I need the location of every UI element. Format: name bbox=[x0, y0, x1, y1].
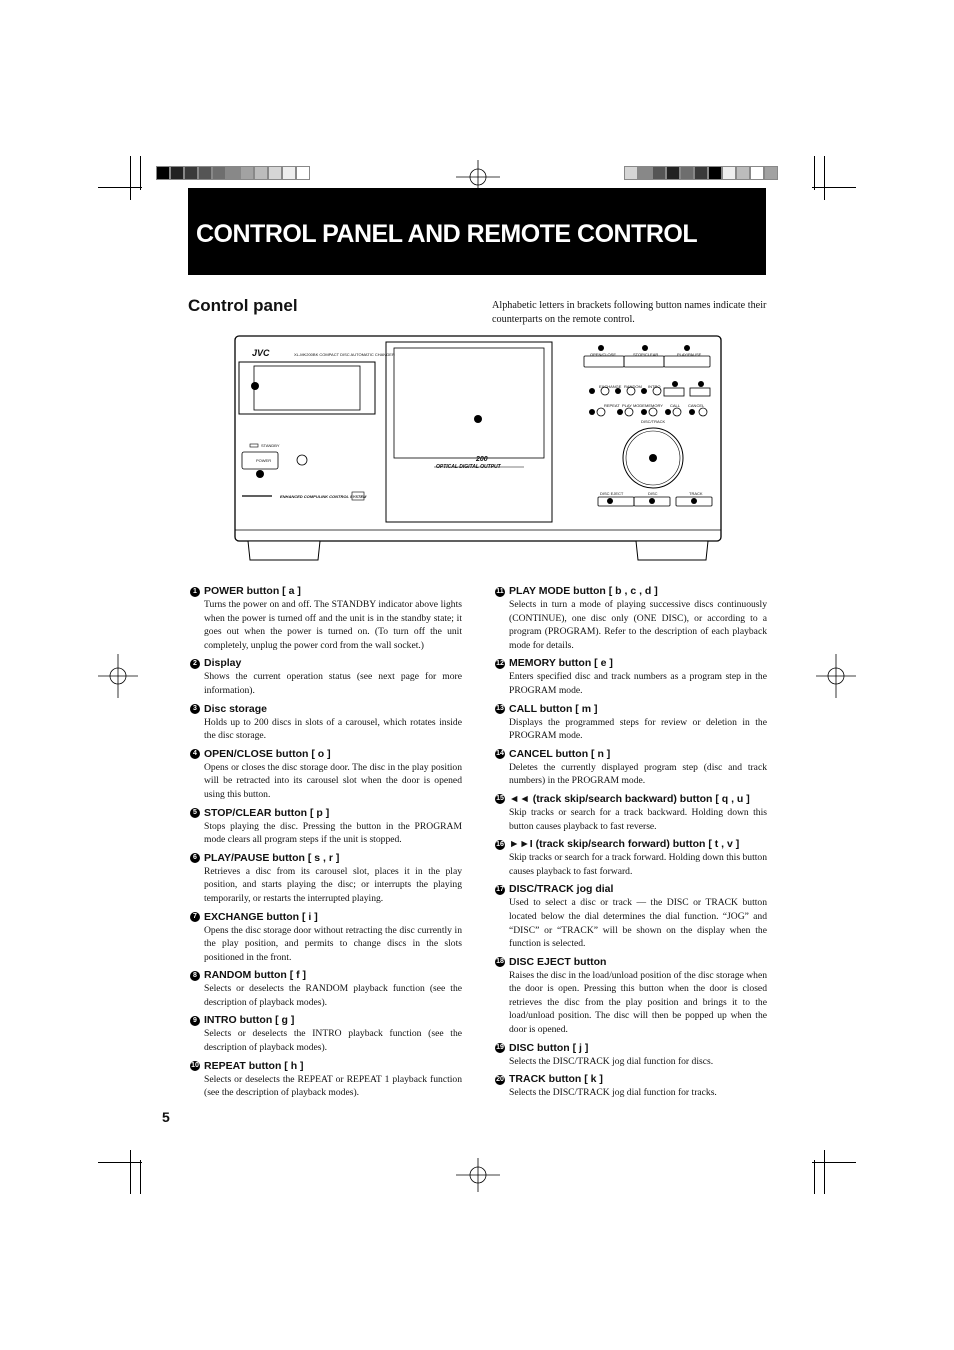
item-number: 20 bbox=[496, 1075, 504, 1083]
item-title: DISC/TRACK jog dial bbox=[509, 883, 614, 896]
control-panel-illustration bbox=[230, 334, 726, 570]
compulink-label: ENHANCED COMPULINK CONTROL SYSTEM bbox=[280, 494, 367, 499]
item-14 bbox=[495, 748, 767, 788]
item-number: 11 bbox=[496, 587, 504, 595]
item-number: 10 bbox=[191, 1062, 199, 1070]
item-4 bbox=[190, 748, 462, 802]
item-text: Skip tracks or search for a track forward. Holding down this button causes playback to fast forward. bbox=[509, 852, 767, 877]
right-descriptions bbox=[495, 585, 767, 1105]
item-text: Selects in turn a mode of playing successive discs continuously (CONTINUE), one disc only (ONE DISC), or according to a program (PROGRAM). Refer to the description of each playback mode for details. bbox=[509, 599, 767, 651]
item-6 bbox=[190, 852, 462, 906]
item-title: Disc storage bbox=[204, 702, 268, 715]
disc-eject-label: DISC EJECT bbox=[600, 491, 624, 496]
item-text: Opens or closes the disc storage door. The disc in the play position will be retracted into its carousel slot when the door is opened using this button. bbox=[204, 761, 462, 800]
standby-label: STANDBY bbox=[261, 443, 280, 448]
item-title: INTRO button [ g ] bbox=[204, 1014, 295, 1027]
device-brand: JVC bbox=[252, 348, 270, 358]
item-title: CALL button [ m ] bbox=[509, 702, 598, 715]
item-text: Turns the power on and off. The STANDBY indicator above lights when the power is turned off and the unit is in the standby state; it goes out when the power is turned on. (To turn off the unit completely, unplug the power cord from the wall socket.) bbox=[204, 599, 462, 651]
memory-label: MEMORY bbox=[645, 403, 663, 408]
intro-text: Alphabetic letters in brackets following button names indicate their counterparts on the remote control. bbox=[492, 300, 767, 325]
item-13 bbox=[495, 703, 767, 743]
item-title: CANCEL button [ n ] bbox=[509, 747, 611, 760]
item-number: 9 bbox=[190, 1016, 200, 1026]
item-number: 16 bbox=[496, 840, 504, 848]
device-model: XL-MK200BK COMPACT DISC AUTOMATIC CHANGER bbox=[294, 352, 395, 357]
item-text: Holds up to 200 discs in slots of a carousel, which rotates inside the disc storage. bbox=[204, 716, 462, 742]
item-10 bbox=[190, 1060, 462, 1100]
item-number: 1 bbox=[190, 587, 200, 597]
capacity-logo: 200 bbox=[476, 456, 488, 463]
intro-label: INTRO bbox=[648, 384, 661, 389]
item-number: 6 bbox=[190, 853, 200, 863]
item-1 bbox=[190, 585, 462, 652]
item-text: Displays the programmed steps for review or deletion in the PROGRAM mode. bbox=[509, 716, 767, 742]
item-text: Raises the disc in the load/unload position of the disc storage when the door is open. Pressing this button when the door is closed retrieves the disc from the play position and brings it to the load/unload position. The disc will then be popped up when the door is opened. bbox=[509, 969, 767, 1036]
section-title: Control panel bbox=[188, 296, 298, 315]
page-number: 5 bbox=[162, 1109, 170, 1125]
item-number: 5 bbox=[190, 808, 200, 818]
item-text: Selects or deselects the RANDOM playback function (see the description of playback modes). bbox=[204, 983, 462, 1008]
random-label: RANDOM bbox=[624, 384, 642, 389]
item-15 bbox=[495, 793, 767, 833]
item-number: 15 bbox=[496, 795, 504, 803]
open-close-label: OPEN/CLOSE bbox=[590, 352, 617, 357]
item-number: 8 bbox=[190, 971, 200, 981]
item-18 bbox=[495, 956, 767, 1037]
exchange-label: EXCHANGE bbox=[599, 384, 622, 389]
item-2 bbox=[190, 657, 462, 697]
item-text: Skip tracks or search for a track backward. Holding down this button causes playback to fast reverse. bbox=[509, 806, 767, 832]
item-number: 7 bbox=[190, 912, 200, 922]
item-number: 3 bbox=[190, 704, 200, 714]
item-text: Shows the current operation status (see next page for more information). bbox=[204, 671, 462, 696]
item-title: OPEN/CLOSE button [ o ] bbox=[204, 747, 331, 760]
item-text: Stops playing the disc. Pressing the button in the PROGRAM mode clears all program steps if the unit is stopped. bbox=[204, 820, 462, 846]
item-number: 12 bbox=[496, 659, 504, 667]
item-title: ◄◄ (track skip/search backward) button [ q , u ] bbox=[509, 792, 750, 805]
item-11 bbox=[495, 585, 767, 652]
item-text: Selects the DISC/TRACK jog dial function for discs. bbox=[509, 1055, 714, 1067]
item-text: Selects or deselects the INTRO playback function (see the description of playback modes). bbox=[204, 1028, 462, 1054]
item-title: ►►I (track skip/search forward) button [ t , v ] bbox=[509, 838, 740, 851]
item-number: 17 bbox=[496, 885, 504, 893]
item-number: 2 bbox=[190, 659, 200, 669]
page-title: CONTROL PANEL AND REMOTE CONTROL bbox=[196, 220, 698, 248]
item-text: Retrieves a disc from its carousel slot, places it in the play position, and starts playing the disc; or interrupts the playing temporarily, or restarts the interrupted playing. bbox=[204, 865, 462, 904]
item-title: PLAY/PAUSE button [ s , r ] bbox=[204, 851, 340, 864]
item-20 bbox=[495, 1073, 767, 1100]
optical-output-label: OPTICAL DIGITAL OUTPUT bbox=[436, 464, 501, 470]
cancel-label: CANCEL bbox=[688, 403, 705, 408]
item-text: Deletes the currently displayed program step (disc and track numbers) in the PROGRAM mode. bbox=[509, 761, 767, 787]
item-16 bbox=[495, 838, 767, 878]
power-label: POWER bbox=[256, 458, 272, 463]
item-number: 13 bbox=[496, 705, 504, 713]
stop-clear-label: STOP/CLEAR bbox=[633, 352, 659, 357]
dial-label: DISC/TRACK bbox=[641, 419, 666, 424]
item-text: Selects the DISC/TRACK jog dial function for tracks. bbox=[509, 1087, 717, 1099]
item-title: REPEAT button [ h ] bbox=[204, 1059, 304, 1072]
item-number: 4 bbox=[190, 749, 200, 759]
item-text: Opens the disc storage door without retracting the disc currently in the play position, and permits to change discs in the slots positioned in the front. bbox=[204, 924, 462, 963]
item-title: EXCHANGE button [ i ] bbox=[204, 910, 318, 923]
item-text: Selects or deselects the REPEAT or REPEAT 1 playback function (see the description of playback modes). bbox=[204, 1073, 462, 1099]
item-title: TRACK button [ k ] bbox=[509, 1073, 603, 1086]
item-title: STOP/CLEAR button [ p ] bbox=[204, 806, 330, 819]
item-number: 19 bbox=[496, 1044, 504, 1052]
item-17 bbox=[495, 883, 767, 950]
item-title: RANDOM button [ f ] bbox=[204, 969, 307, 982]
disc-label: DISC bbox=[648, 491, 658, 496]
item-title: MEMORY button [ e ] bbox=[509, 657, 613, 670]
item-3 bbox=[190, 703, 462, 743]
left-descriptions bbox=[190, 585, 462, 1105]
play-pause-label: PLAY/PAUSE bbox=[677, 352, 702, 357]
item-title: POWER button [ a ] bbox=[204, 585, 301, 597]
item-title: Display bbox=[204, 657, 242, 670]
item-text: Enters specified disc and track numbers as a program step in the PROGRAM mode. bbox=[509, 671, 767, 696]
item-9 bbox=[190, 1014, 462, 1054]
item-number: 14 bbox=[496, 750, 504, 758]
repeat-label: REPEAT bbox=[604, 403, 620, 408]
item-text: Used to select a disc or track — the DISC or TRACK button located below the dial determines the dial function. “JOG” and “DISC” or “TRACK” will be shown on the display when the function is selected. bbox=[509, 897, 767, 950]
item-8 bbox=[190, 969, 462, 1009]
item-number: 18 bbox=[496, 958, 504, 966]
play-mode-label: PLAY MODE bbox=[622, 403, 645, 408]
item-12 bbox=[495, 657, 767, 697]
call-label: CALL bbox=[670, 403, 681, 408]
item-title: DISC button [ j ] bbox=[509, 1041, 589, 1054]
item-5 bbox=[190, 807, 462, 847]
item-title: PLAY MODE button [ b , c , d ] bbox=[509, 585, 658, 597]
item-19 bbox=[495, 1042, 767, 1069]
item-7 bbox=[190, 911, 462, 965]
track-label: TRACK bbox=[689, 491, 703, 496]
item-title: DISC EJECT button bbox=[509, 955, 607, 968]
